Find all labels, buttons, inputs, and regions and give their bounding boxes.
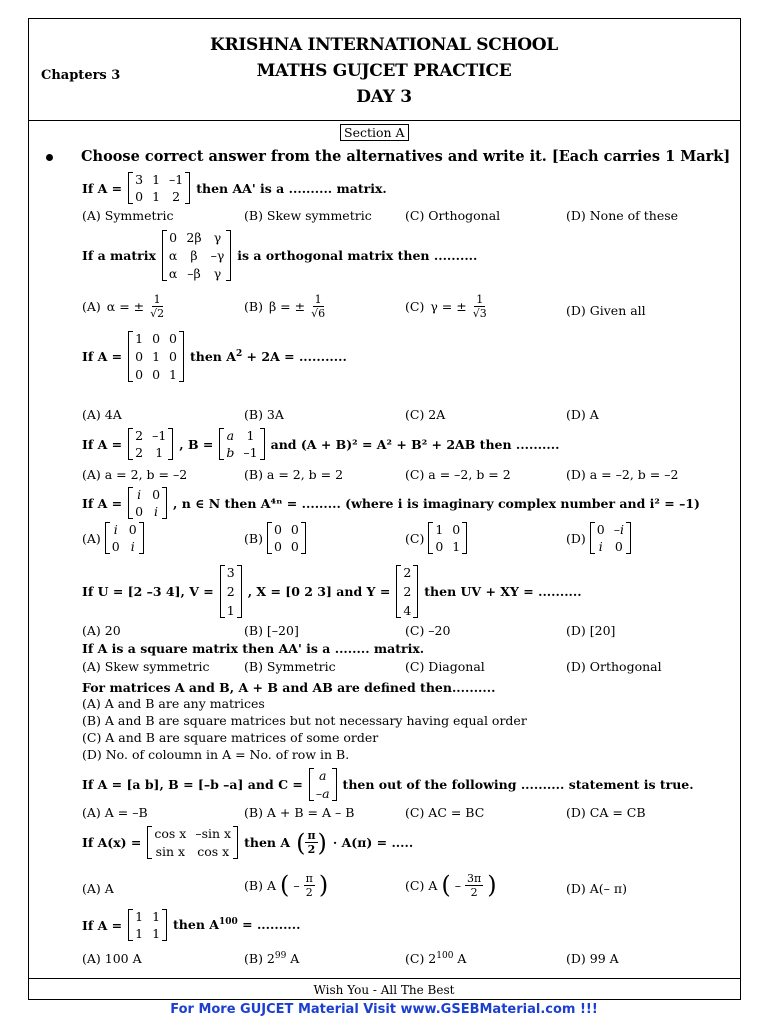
q2-option-b[interactable]: (B) β = ± $\frac{1}{√6}$ (244, 293, 326, 320)
matrix-a: 2 –1 2 1 (128, 428, 173, 460)
q4-option-b[interactable]: (B) a = 2, b = 2 (244, 467, 344, 482)
q5-option-b[interactable]: (B) 0 0 0 0 (244, 522, 306, 554)
matrix-orthogonal: 0 2β γ α β –γ α –β γ (162, 230, 231, 281)
footer-wish: Wish You - All The Best (313, 983, 455, 997)
q4-option-a[interactable]: (A) a = 2, b = –2 (82, 467, 188, 482)
q1-option-d[interactable]: (D) None of these (566, 208, 679, 223)
matrix-a: 3 1 –1 0 1 2 (128, 172, 190, 204)
q9-option-b[interactable]: (B) A + B = A – B (244, 805, 355, 820)
q2-option-a[interactable]: (A) α = ± $\frac{1}{√2}$ (82, 293, 165, 320)
bullet-icon (46, 154, 53, 161)
q5-option-d[interactable]: (D) 0 –i i 0 (566, 522, 631, 554)
q5-option-a[interactable]: (A) i 0 0 i (82, 522, 144, 554)
question-10: If A(x) = cos x –sin x sin x cos x then A ( $\frac{\pi}{2}$ ) · A(π) = ..... (82, 826, 414, 859)
q1-option-b[interactable]: (B) Skew symmetric (244, 208, 372, 223)
identity-matrix: 1 0 0 0 1 0 0 0 1 (128, 331, 184, 382)
q2-option-c[interactable]: (C) γ = ± $\frac{1}{√3}$ (405, 293, 487, 320)
section-label: Section A (340, 124, 409, 141)
q4-option-c[interactable]: (C) a = –2, b = 2 (405, 467, 511, 482)
question-11: If A = 1 1 1 1 then $A^{100}$ = .......... (82, 909, 301, 941)
q5-option-c[interactable]: (C) 1 0 0 1 (405, 522, 467, 554)
q8-option-b[interactable]: (B) A and B are square matrices but not necessary having equal order (82, 713, 527, 728)
q6-option-b[interactable]: (B) [–20] (244, 623, 299, 638)
q8-option-c[interactable]: (C) A and B are square matrices of some order (82, 730, 379, 745)
q11-option-d[interactable]: (D) 99 A (566, 951, 619, 966)
q10-option-b[interactable]: (B) A ( – $\frac{\pi}{2}$ ) (244, 871, 329, 899)
question-2: If a matrix 0 2β γ α β –γ α –β γ is a orthogonal matrix then .......... (82, 230, 478, 281)
matrix-v: 3 2 1 (220, 565, 242, 618)
ones-matrix: 1 1 1 1 (128, 909, 167, 941)
q8-option-d[interactable]: (D) No. of coloumn in A = No. of row in B. (82, 747, 350, 762)
q10-option-d[interactable]: (D) A(– π) (566, 881, 627, 896)
q9-option-a[interactable]: (A) A = –B (82, 805, 148, 820)
q4-option-d[interactable]: (D) a = –2, b = –2 (566, 467, 679, 482)
q7-option-a[interactable]: (A) Skew symmetric (82, 659, 210, 674)
instruction: Choose correct answer from the alternatives and write it. [Each carries 1 Mark] (81, 148, 731, 165)
question-4: If A = 2 –1 2 1 , B = a 1 b –1 and (A + B)² = A² + B² + 2AB then .......... (82, 428, 560, 460)
q11-option-c[interactable]: (C) $2^{100}$ A (405, 951, 467, 967)
q10-option-c[interactable]: (C) A ( – $\frac{3\pi}{2}$ ) (405, 871, 497, 899)
q10-option-a[interactable]: (A) A (82, 881, 114, 896)
subject-title: MATHS GUJCET PRACTICE (256, 61, 512, 81)
matrix-b: a 1 b –1 (219, 428, 264, 460)
q11-option-b[interactable]: (B) $2^{99}$ A (244, 951, 300, 967)
q1-option-c[interactable]: (C) Orthogonal (405, 208, 501, 223)
question-7: If A is a square matrix then AA' is a ........ matrix. (82, 641, 425, 656)
matrix-i: i 0 0 i (128, 487, 167, 519)
q3-option-d[interactable]: (D) A (566, 407, 599, 422)
school-name: KRISHNA INTERNATIONAL SCHOOL (210, 35, 558, 55)
day-title: DAY 3 (356, 87, 412, 107)
question-3: If A = 1 0 0 0 1 0 0 0 1 then $A^2 + 2A$ = ........... (82, 331, 347, 382)
question-9: If A = [a b], B = [–b –a] and C = a –a then out of the following .......... statement is true. (82, 768, 694, 801)
question-8: For matrices A and B, A + B and AB are defined then.......... (82, 680, 496, 695)
q6-option-c[interactable]: (C) –20 (405, 623, 451, 638)
footer-link[interactable]: For More GUJCET Material Visit www.GSEBMaterial.com !!! (170, 1002, 598, 1017)
rotation-matrix: cos x –sin x sin x cos x (147, 826, 238, 859)
q6-option-a[interactable]: (A) 20 (82, 623, 121, 638)
q7-option-d[interactable]: (D) Orthogonal (566, 659, 662, 674)
footer-divider (28, 978, 741, 979)
header-divider (28, 120, 741, 121)
q3-option-a[interactable]: (A) 4A (82, 407, 122, 422)
q8-option-a[interactable]: (A) A and B are any matrices (82, 696, 265, 711)
q3-option-b[interactable]: (B) 3A (244, 407, 284, 422)
q7-option-b[interactable]: (B) Symmetric (244, 659, 336, 674)
q11-option-a[interactable]: (A) 100 A (82, 951, 142, 966)
q3-option-c[interactable]: (C) 2A (405, 407, 446, 422)
matrix-y: 2 2 4 (396, 565, 418, 618)
matrix-c: a –a (309, 768, 337, 801)
question-1: If A = 3 1 –1 0 1 2 then AA' is a .......... matrix. (82, 172, 387, 204)
question-6: If U = [2 –3 4], V = 3 2 1 , X = [0 2 3] and Y = 2 2 4 then UV + XY = .......... (82, 565, 582, 618)
question-5: If A = i 0 0 i , n ∈ N then A⁴ⁿ = ......... (where i is imaginary complex number and i² = –1) (82, 487, 700, 519)
chapters-label: Chapters 3 (41, 68, 121, 83)
q9-option-c[interactable]: (C) AC = BC (405, 805, 485, 820)
q1-option-a[interactable]: (A) Symmetric (82, 208, 174, 223)
q9-option-d[interactable]: (D) CA = CB (566, 805, 646, 820)
q6-option-d[interactable]: (D) [20] (566, 623, 616, 638)
q7-option-c[interactable]: (C) Diagonal (405, 659, 485, 674)
q2-option-d[interactable]: (D) Given all (566, 303, 646, 318)
